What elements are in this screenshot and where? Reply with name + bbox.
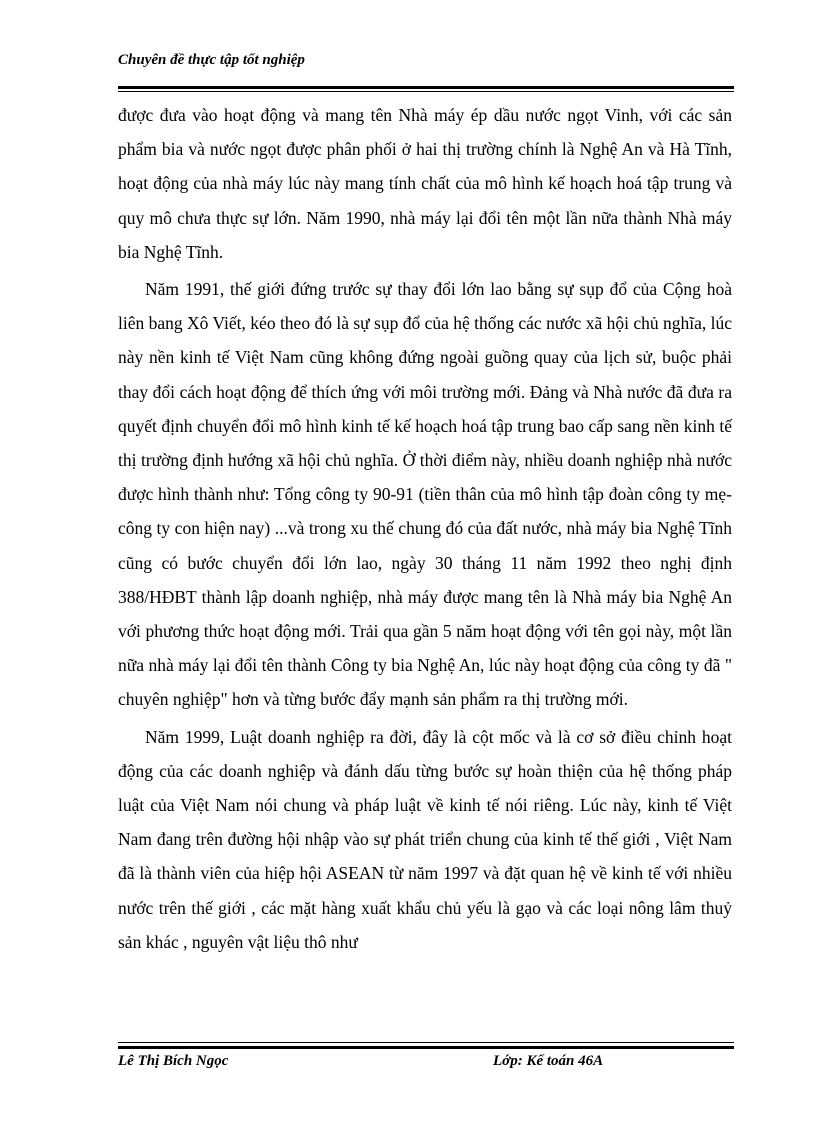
footer-rule-thick bbox=[118, 1046, 734, 1049]
paragraph-1: được đưa vào hoạt động và mang tên Nhà máy ép dầu nước ngọt Vinh, với các sản phẩm bia và nước ngọt được phân phối ở hai thị trường chính là Nghệ An và Hà Tĩnh, hoạt động của nhà máy lúc này mang tính chất của mô hình kế hoạch hoá tập trung và quy mô chưa thực sự lớn. Năm 1990, nhà máy lại đổi tên một lần nữa thành Nhà máy bia Nghệ Tĩnh. bbox=[118, 105, 732, 262]
footer-author: Lê Thị Bích Ngọc bbox=[118, 1053, 229, 1069]
header-rule-thin bbox=[118, 91, 734, 92]
header-rule-thick bbox=[118, 86, 734, 89]
footer-rule-thin bbox=[118, 1042, 734, 1043]
paragraph-2: Năm 1991, thế giới đứng trước sự thay đổi lớn lao bằng sự sụp đổ của Cộng hoà liên bang Xô Viết, kéo theo đó là sự sụp đổ của hệ thống các nước xã hội chủ nghĩa, lúc này nền kinh tế Việt Nam cũng không đứng ngoài guồng quay của lịch sử, buộc phải thay đổi cách hoạt động để thích ứng với môi trường mới. Đảng và Nhà nước đã đưa ra quyết định chuyển đổi mô hình kinh tế kế hoạch hoá tập trung bao cấp sang nền kinh tế thị trường định hướng xã hội chủ nghĩa. Ở thời điểm này, nhiều doanh nghiệp nhà nước được hình thành như: Tổng công ty 90-91 (tiền thân của mô hình tập đoàn công ty mẹ-công ty con hiện nay) ...và trong xu thế chung đó của đất nước, nhà máy bia Nghệ Tĩnh cũng có bước chuyển đổi lớn lao, ngày 30 tháng 11 năm 1992 theo nghị định 388/HĐBT thành lập doanh nghiệp, nhà máy được mang tên là Nhà máy bia Nghệ An với phương thức hoạt động mới. Trải qua gần 5 năm hoạt động với tên gọi này, một lần nữa nhà máy lại đổi tên thành Công ty bia Nghệ An, lúc này hoạt động của công ty đã " chuyên nghiệp" hơn và từng bước đẩy mạnh sản phẩm ra thị trường mới. bbox=[118, 279, 732, 710]
footer-class: Lớp: Kế toán 46A bbox=[493, 1053, 604, 1069]
document-body bbox=[118, 98, 732, 962]
header-title: Chuyên đề thực tập tốt nghiệp bbox=[118, 52, 305, 68]
paragraph-3: Năm 1999, Luật doanh nghiệp ra đời, đây là cột mốc và là cơ sở điều chỉnh hoạt động của các doanh nghiệp và đánh dấu từng bước sự hoàn thiện của hệ thống pháp luật của Việt Nam nói chung và pháp luật về kinh tế nói riêng. Lúc này, kinh tế Việt Nam đang trên đường hội nhập vào sự phát triển chung của kinh tế thế giới , Việt Nam đã là thành viên của hiệp hội ASEAN từ năm 1997 và đặt quan hệ về kinh tế với nhiều nước trên thế giới , các mặt hàng xuất khẩu chủ yếu là gạo và các loại nông lâm thuỷ sản khác , nguyên vật liệu thô như bbox=[118, 726, 732, 952]
